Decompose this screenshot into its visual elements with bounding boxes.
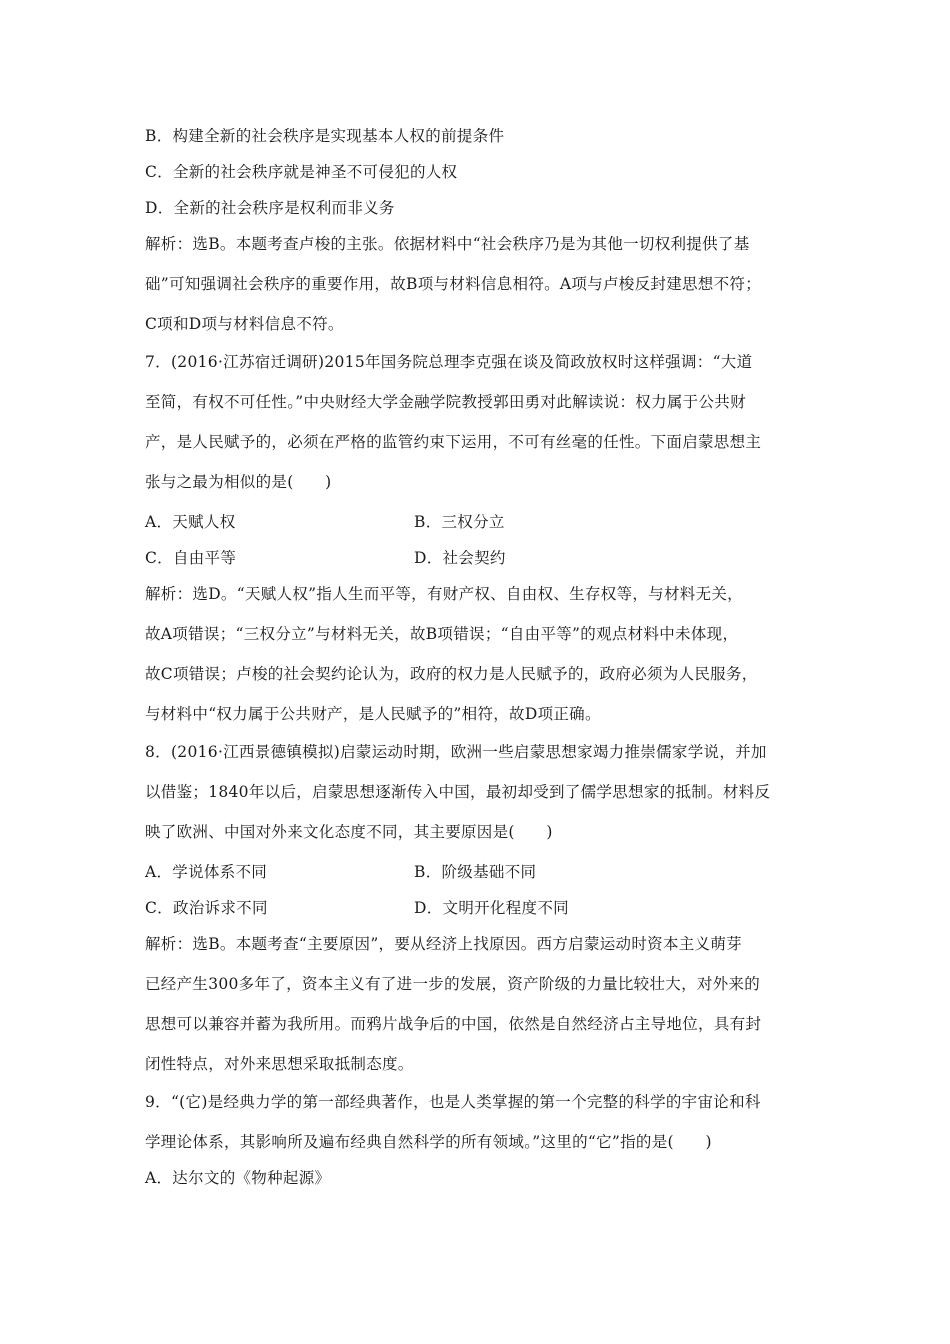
q6-option-c: C．全新的社会秩序就是神圣不可侵犯的人权 <box>145 163 458 181</box>
q7-option-d: D．社会契约 <box>414 549 506 567</box>
q8-stem-line-2: 以借鉴；1840年以后，启蒙思想逐渐传入中国，最初却受到了儒学思想家的抵制。材料反 <box>145 783 771 801</box>
q8-analysis-line-2: 已经产生300多年了，资本主义有了进一步的发展，资产阶级的力量比较壮大，对外来的 <box>145 975 761 993</box>
q7-analysis-line-4: 与材料中“权力属于公共财产，是人民赋予的”相符，故D项正确。 <box>145 705 601 723</box>
q8-option-c: C．政治诉求不同 <box>145 899 268 917</box>
q7-option-c: C．自由平等 <box>145 549 237 567</box>
q8-analysis-line-3: 思想可以兼容并蓄为我所用。而鸦片战争后的中国，依然是自然经济占主导地位，具有封 <box>145 1015 762 1033</box>
q7-stem-line-2: 至简，有权不可任性。”中央财经大学金融学院教授郭田勇对此解读说：权力属于公共财 <box>145 393 746 411</box>
q8-analysis-line-4: 闭性特点，对外来思想采取抵制态度。 <box>145 1055 414 1073</box>
q6-analysis-line-1: 解析：选B。本题考查卢梭的主张。依据材料中“社会秩序乃是为其他一切权利提供了基 <box>145 235 750 253</box>
q8-stem-line-3: 映了欧洲、中国对外来文化态度不同，其主要原因是( ) <box>145 823 553 841</box>
q7-stem-line-3: 产，是人民赋予的，必须在严格的监管约束下运用，不可有丝毫的任性。下面启蒙思想主 <box>145 433 762 451</box>
q7-analysis-line-1: 解析：选D。“天赋人权”指人生而平等，有财产权、自由权、生存权等，与材料无关， <box>145 585 743 603</box>
q7-analysis-line-3: 故C项错误；卢梭的社会契约论认为，政府的权力是人民赋予的，政府必须为人民服务， <box>145 665 758 683</box>
q9-stem-line-2: 学理论体系，其影响所及遍布经典自然科学的所有领域。”这里的“它”指的是( ) <box>145 1133 712 1151</box>
q8-analysis-line-1: 解析：选B。本题考查“主要原因”，要从经济上找原因。西方启蒙运动时资本主义萌芽 <box>145 935 742 953</box>
q7-option-b: B．三权分立 <box>414 513 505 531</box>
q9-stem-line-1: 9．“(它)是经典力学的第一部经典著作，也是人类掌握的第一个完整的科学的宇宙论和科 <box>145 1093 761 1111</box>
q6-option-d: D．全新的社会秩序是权利而非义务 <box>145 199 395 217</box>
q6-option-b: B．构建全新的社会秩序是实现基本人权的前提条件 <box>145 127 505 145</box>
q8-option-a: A．学说体系不同 <box>145 863 268 881</box>
q8-stem-line-1: 8．(2016·江西景德镇模拟)启蒙运动时期，欧洲一些启蒙思想家竭力推崇儒家学说，并加 <box>145 743 767 761</box>
q6-analysis-line-2: 础”可知强调社会秩序的重要作用，故B项与材料信息相符。A项与卢梭反封建思想不符； <box>145 275 762 293</box>
q6-analysis-line-3: C项和D项与材料信息不符。 <box>145 315 344 333</box>
q7-stem-line-1: 7．(2016·江苏宿迁调研)2015年国务院总理李克强在谈及简政放权时这样强调：“大道 <box>145 353 753 371</box>
q7-stem-line-4: 张与之最为相似的是( ) <box>145 473 332 491</box>
q8-option-b: B．阶级基础不同 <box>414 863 537 881</box>
q7-analysis-line-2: 故A项错误；“三权分立”与材料无关，故B项错误；“自由平等”的观点材料中未体现， <box>145 625 739 643</box>
q7-option-a: A．天赋人权 <box>145 513 236 531</box>
q9-option-a: A．达尔文的《物种起源》 <box>145 1169 331 1187</box>
q8-option-d: D．文明开化程度不同 <box>414 899 569 917</box>
